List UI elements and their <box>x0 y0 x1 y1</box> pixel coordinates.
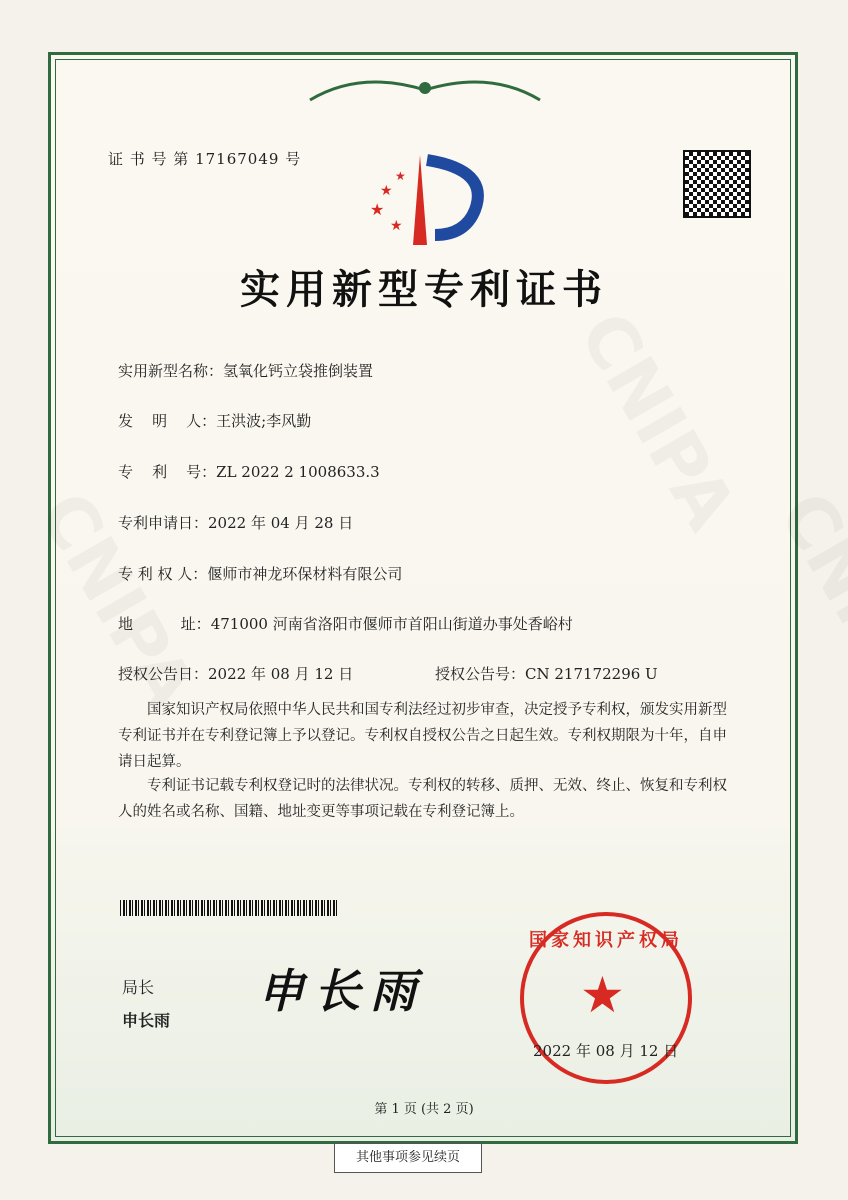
svg-text:★: ★ <box>395 169 406 183</box>
field-patent-number: 专 利 号：ZL 2022 2 1008633.3 <box>118 463 380 481</box>
svg-text:★: ★ <box>390 218 403 234</box>
field-inventor: 发 明 人：王洪波;李风勤 <box>118 412 312 430</box>
field-name: 实用新型名称：氢氧化钙立袋推倒装置 <box>118 362 374 380</box>
director-name: 申长雨 <box>122 1011 171 1030</box>
field-address: 地 址：471000 河南省洛阳市偃师市首阳山街道办事处香峪村 <box>118 615 573 633</box>
field-grant-date: 授权公告日：2022 年 08 月 12 日 <box>118 665 354 683</box>
paragraph: 国家知识产权局依照中华人民共和国专利法经过初步审查，决定授予专利权，颁发实用新型专利证书并在专利登记簿上予以登记。专利权自授权公告之日起生效。专利权期限为十年，自申请日起算。 <box>118 702 727 770</box>
barcode <box>120 900 338 916</box>
signature: 申长雨 <box>258 964 426 1018</box>
field-filing-date: 专利申请日：2022 年 04 月 28 日 <box>118 514 354 532</box>
page-info: 第 1 页 (共 2 页) <box>374 1102 474 1117</box>
cnipa-logo <box>365 150 490 250</box>
director-title: 局长 <box>122 978 155 997</box>
svg-text:★: ★ <box>380 183 393 199</box>
footer-note: 其他事项参见续页 <box>334 1143 482 1173</box>
seal-date: 2022 年 08 月 12 日 <box>533 1042 679 1060</box>
certificate-number: 证 书 号 第 17167049 号 <box>108 150 302 168</box>
svg-text:★: ★ <box>370 200 385 219</box>
paragraph: 专利证书记载专利权登记时的法律状况。专利权的转移、质押、无效、终止、恢复和专利权人的姓名或名称、国籍、地址变更等事项记载在专利登记簿上。 <box>118 778 727 820</box>
field-announcement-number: 授权公告号：CN 217172296 U <box>435 665 658 683</box>
field-patentee: 专 利 权 人：偃师市神龙环保材料有限公司 <box>118 565 403 583</box>
national-emblem-icon: ★ <box>580 966 625 1024</box>
page-title: 实用新型专利证书 <box>240 266 608 313</box>
qr-code <box>683 150 751 218</box>
ornament-top <box>300 70 550 110</box>
seal-text: 国家知识产权局 <box>529 930 683 951</box>
